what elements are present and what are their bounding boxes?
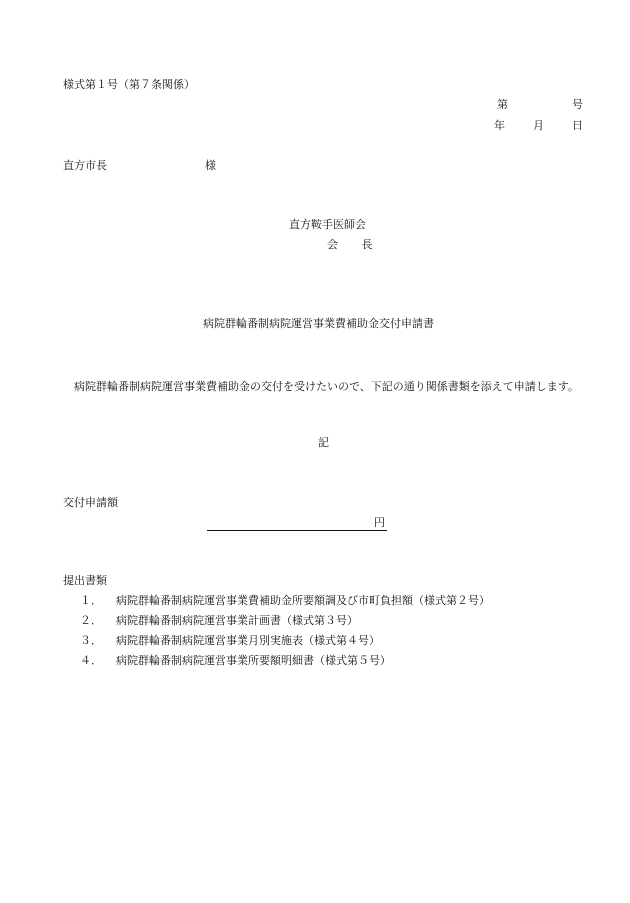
list-item [80,594,490,608]
addressee-honorific: 様 [205,159,216,172]
applicant-role: 会 長 [327,238,383,251]
form-label: 様式第１号（第７条関係） [63,78,195,91]
list-item-text: 病院群輪番制病院運営事業計画書（様式第３号） [116,614,358,627]
addressee [63,159,216,173]
amount-label: 交付申請額 [63,496,118,509]
document-number-suffix: 号 [572,98,583,111]
body-paragraph: 病院群輪番制病院運営事業費補助金の交付を受けたいので、下記の通り関係書類を添えて申請します。 [74,380,579,393]
list-item-number: １． [80,594,102,607]
date-year: 年 [494,119,505,132]
list-item-number: ４． [80,654,102,667]
addressee-name: 直方市長 [63,159,107,172]
document-title: 病院群輪番制病院運営事業費補助金交付申請書 [203,317,434,330]
ki-marker: 記 [318,436,329,449]
list-item-number: ３． [80,634,102,647]
documents-label: 提出書類 [63,574,107,587]
document-date [494,119,583,133]
list-item-text: 病院群輪番制病院運営事業所要額明細書（様式第５号） [116,654,391,667]
document-number [497,98,583,112]
date-month: 月 [533,119,544,132]
amount-unit: 円 [374,516,385,529]
date-day: 日 [572,119,583,132]
list-item-number: ２． [80,614,102,627]
applicant-organization: 直方鞍手医師会 [289,218,366,231]
list-item [80,614,358,628]
list-item [80,634,380,648]
list-item-text: 病院群輪番制病院運営事業費補助金所要額調及び市町負担額（様式第２号） [116,594,490,607]
list-item [80,654,391,668]
amount-field[interactable] [207,516,387,531]
list-item-text: 病院群輪番制病院運営事業月別実施表（様式第４号） [116,634,380,647]
document-number-prefix: 第 [497,98,508,111]
